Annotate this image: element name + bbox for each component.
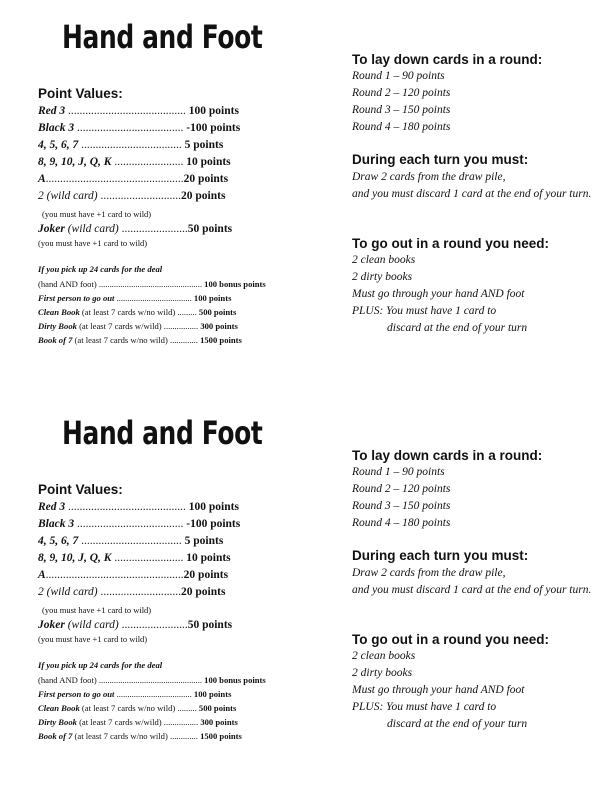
point-value: 10 points: [186, 156, 231, 168]
dot-leader: .........: [175, 307, 199, 317]
dot-leader: ...................................: [114, 689, 194, 699]
wild-note: (you must have +1 card to wild): [38, 238, 148, 248]
dot-leader: ............................: [97, 190, 181, 202]
dot-leader: .....................................: [74, 518, 187, 530]
point-value: 20 points: [183, 569, 229, 581]
turn-instruction: and you must discard 1 card at the end of your turn.: [352, 188, 592, 200]
bonus-value: 300 points: [200, 321, 238, 331]
point-value: 5 points: [184, 535, 224, 547]
go-out-heading: To go out in a round you need:: [352, 632, 549, 647]
point-value: -100 points: [186, 122, 241, 134]
bonus-row: [38, 703, 236, 714]
point-row: [38, 551, 231, 565]
round-requirement: Round 2 – 120 points: [352, 483, 451, 495]
dot-leader: ................: [161, 321, 201, 331]
bonus-paren: (at least 7 cards w/no wild): [79, 307, 176, 317]
go-out-requirement: Must go through your hand AND foot: [352, 288, 525, 300]
point-row: [38, 104, 239, 118]
page-title: Hand and Foot: [62, 18, 263, 56]
wild-note: (you must have +1 card to wild): [42, 209, 152, 219]
point-label: Black 3: [38, 122, 75, 134]
point-row: [38, 121, 240, 135]
dot-leader: .......................: [118, 223, 188, 235]
dot-leader: ............................: [97, 586, 181, 598]
point-label: 4, 5, 6, 7: [38, 535, 79, 547]
bonus-value: 500 points: [198, 307, 237, 317]
point-label: Red 3: [38, 105, 66, 117]
round-requirement: Round 1 – 90 points: [352, 466, 445, 478]
go-out-requirement: PLUS: You must have 1 card to: [352, 305, 497, 317]
go-out-requirement: 2 dirty books: [352, 271, 413, 283]
bonus-value: 500 points: [198, 703, 237, 713]
point-row: [38, 172, 228, 186]
point-values-heading: Point Values:: [38, 482, 123, 497]
point-label: A: [38, 173, 46, 185]
go-out-requirement: discard at the end of your turn: [387, 718, 528, 730]
point-label: Red 3: [38, 501, 66, 513]
point-row: [38, 222, 232, 236]
point-label: 8, 9, 10, J, Q, K: [38, 552, 112, 564]
point-row: [38, 189, 225, 203]
go-out-requirement: discard at the end of your turn: [387, 322, 528, 334]
rules-card-bottom: [0, 396, 612, 792]
dot-leader: .............: [167, 731, 201, 741]
dot-leader: ........................: [111, 552, 187, 564]
bonus-row: [38, 717, 238, 728]
dot-leader: .............: [167, 335, 201, 345]
dot-leader: ................................................: [96, 675, 205, 685]
bonus-paren: (at least 7 cards w/wild): [76, 321, 162, 331]
point-value: -100 points: [186, 518, 241, 530]
go-out-requirement: 2 clean books: [352, 254, 416, 266]
page-title: Hand and Foot: [62, 414, 263, 452]
bonus-paren: (at least 7 cards w/no wild): [72, 335, 168, 345]
point-value: 50 points: [187, 619, 233, 631]
bonus-row: [38, 335, 242, 346]
turn-instruction: Draw 2 cards from the draw pile,: [352, 171, 506, 183]
point-row: [38, 618, 232, 632]
go-out-requirement: 2 clean books: [352, 650, 416, 662]
point-values-heading: Point Values:: [38, 86, 123, 101]
point-label: 2 (wild card): [38, 586, 98, 598]
bonus-value: 100 bonus points: [204, 279, 266, 289]
point-row: [38, 585, 225, 599]
bonus-label: Dirty Book: [38, 717, 77, 727]
point-label: 2 (wild card): [38, 190, 98, 202]
dot-leader: .......................: [118, 619, 188, 631]
round-requirement: Round 3 – 150 points: [352, 500, 451, 512]
bonus-value: 1500 points: [200, 731, 242, 741]
bonus-paren: (hand AND foot): [38, 675, 97, 685]
lay-down-heading: To lay down cards in a round:: [352, 448, 543, 463]
point-label: A: [38, 569, 46, 581]
point-value: 100 points: [188, 501, 239, 513]
point-row: [38, 568, 228, 582]
point-value: 20 points: [183, 173, 229, 185]
bonus-heading: If you pick up 24 cards for the deal: [38, 264, 163, 274]
point-row: [38, 155, 231, 169]
each-turn-heading: During each turn you must:: [352, 548, 529, 563]
bonus-row: [38, 675, 266, 686]
dot-leader: ................................................: [45, 173, 184, 185]
bonus-label: Dirty Book: [38, 321, 77, 331]
go-out-requirement: 2 dirty books: [352, 667, 413, 679]
bonus-paren: (at least 7 cards w/no wild): [79, 703, 176, 713]
bonus-row: [38, 293, 231, 304]
dot-leader: ...................................: [114, 293, 194, 303]
bonus-label: Clean Book: [38, 307, 80, 317]
bonus-row: [38, 307, 236, 318]
bonus-label: Book of 7: [38, 731, 73, 741]
go-out-heading: To go out in a round you need:: [352, 236, 549, 251]
point-value: 100 points: [188, 105, 239, 117]
each-turn-heading: During each turn you must:: [352, 152, 529, 167]
wild-note: (you must have +1 card to wild): [42, 605, 152, 615]
bonus-row: [38, 321, 238, 332]
turn-instruction: and you must discard 1 card at the end of your turn.: [352, 584, 592, 596]
dot-leader: ...................................: [78, 535, 185, 547]
bonus-value: 100 bonus points: [204, 675, 266, 685]
bonus-label: First person to go out: [38, 689, 115, 699]
dot-leader: ................................................: [45, 569, 184, 581]
bonus-paren: (at least 7 cards w/no wild): [72, 731, 168, 741]
point-value: 5 points: [184, 139, 224, 151]
lay-down-heading: To lay down cards in a round:: [352, 52, 543, 67]
bonus-row: [38, 689, 231, 700]
point-row: [38, 534, 223, 548]
point-row: [38, 138, 223, 152]
dot-leader: ........................: [111, 156, 187, 168]
round-requirement: Round 4 – 180 points: [352, 121, 451, 133]
point-label: Joker: [38, 619, 65, 631]
bonus-value: 1500 points: [200, 335, 242, 345]
point-label-suffix: (wild card): [64, 619, 119, 631]
point-label: Joker: [38, 223, 65, 235]
dot-leader: ................................................: [96, 279, 205, 289]
bonus-row: [38, 731, 242, 742]
point-label: 4, 5, 6, 7: [38, 139, 79, 151]
round-requirement: Round 3 – 150 points: [352, 104, 451, 116]
bonus-label: Clean Book: [38, 703, 80, 713]
dot-leader: ...................................: [78, 139, 185, 151]
point-value: 20 points: [181, 190, 226, 202]
dot-leader: .........: [175, 703, 199, 713]
dot-leader: ................: [161, 717, 201, 727]
bonus-label: First person to go out: [38, 293, 115, 303]
point-value: 10 points: [186, 552, 231, 564]
go-out-requirement: PLUS: You must have 1 card to: [352, 701, 497, 713]
dot-leader: .........................................: [65, 105, 189, 117]
point-label-suffix: (wild card): [64, 223, 119, 235]
point-label: Black 3: [38, 518, 75, 530]
go-out-requirement: Must go through your hand AND foot: [352, 684, 525, 696]
bonus-value: 100 points: [193, 689, 232, 699]
bonus-row: [38, 279, 266, 290]
turn-instruction: Draw 2 cards from the draw pile,: [352, 567, 506, 579]
round-requirement: Round 1 – 90 points: [352, 70, 445, 82]
point-row: [38, 500, 239, 514]
dot-leader: .........................................: [65, 501, 189, 513]
bonus-paren: (at least 7 cards w/wild): [76, 717, 162, 727]
bonus-paren: (hand AND foot): [38, 279, 97, 289]
point-row: [38, 517, 240, 531]
point-label: 8, 9, 10, J, Q, K: [38, 156, 112, 168]
dot-leader: .....................................: [74, 122, 187, 134]
wild-note: (you must have +1 card to wild): [38, 634, 148, 644]
bonus-value: 300 points: [200, 717, 238, 727]
round-requirement: Round 4 – 180 points: [352, 517, 451, 529]
point-value: 20 points: [181, 586, 226, 598]
bonus-label: Book of 7: [38, 335, 73, 345]
bonus-heading: If you pick up 24 cards for the deal: [38, 660, 163, 670]
round-requirement: Round 2 – 120 points: [352, 87, 451, 99]
point-value: 50 points: [187, 223, 233, 235]
bonus-value: 100 points: [193, 293, 232, 303]
